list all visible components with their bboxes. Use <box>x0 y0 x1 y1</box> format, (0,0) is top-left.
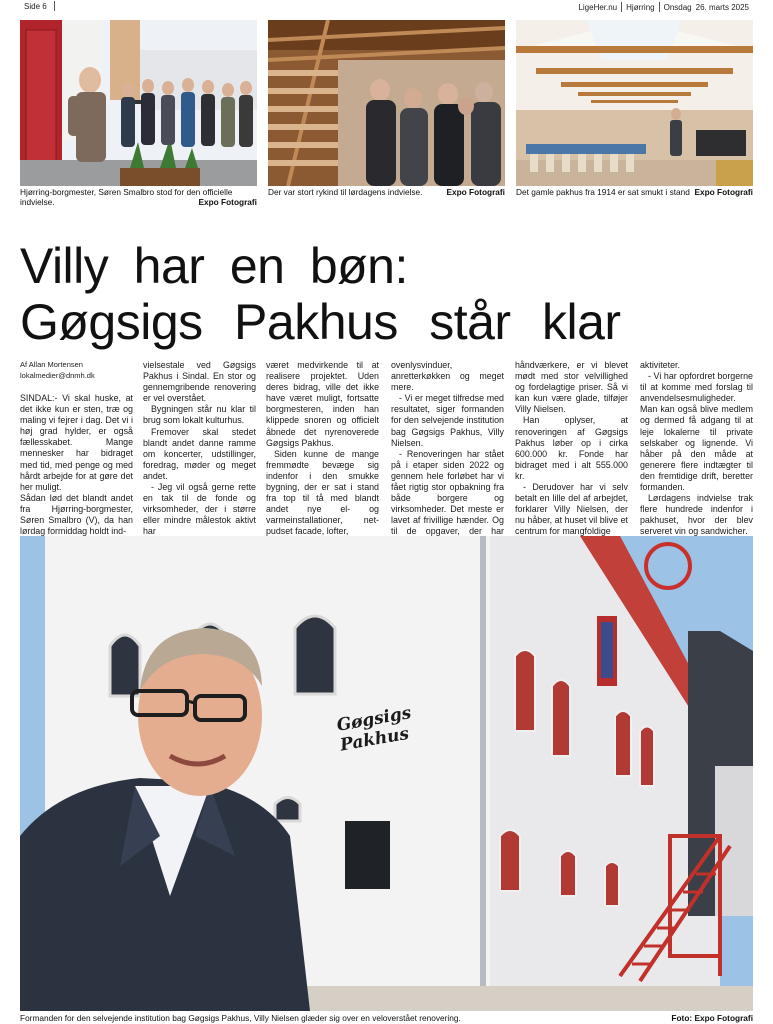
caption-text: Der var stort rykind til lørdagens indvielse. <box>268 187 423 197</box>
photo-credit: Expo Fotografi <box>446 187 505 197</box>
photo-crowd-inside <box>268 20 505 186</box>
paragraph: - Jeg vil også gerne rette en tak til de fonde og virksomheder, der i større eller mindre målestok aktivt har <box>143 482 256 537</box>
article-headline <box>20 238 753 350</box>
paragraph: Fremover skal stedet blandt andet danne ramme om koncerter, udstillinger, foredrag, møder og meget andet. <box>143 426 256 481</box>
header-divider <box>621 2 622 12</box>
main-photo-caption <box>20 1013 753 1023</box>
article-column-6 <box>640 360 753 538</box>
town-name: Hjørring <box>626 2 655 12</box>
paragraph: Bygningen står nu klar til brug som lokalt kulturhus. <box>143 404 256 426</box>
paragraph: Siden kunne de mange fremmødte bevæge sig indenfor i den smukke bygning, der er sat i stand fra top til tå med blandt andet nye el- og varmeinstallationer, net-pudset facade, lofter, <box>266 448 379 537</box>
paragraph: - Vi har opfordret borgerne til at komme med forslag til anvendelsesmuligheder. Man kan også blive medlem og dermed få adgang til at leje lokalerne til private selskaber og lignende. Vi håber på den måde at generere flere indtægter til den fremtidige drift, beretter formanden. <box>640 371 753 493</box>
article-column-2 <box>143 360 256 538</box>
page-header <box>0 0 773 14</box>
author-email: lokalmedier@dnmh.dk <box>20 371 95 380</box>
paragraph: Lørdagens indvielse trak flere hundrede indenfor i pakhuset, hvor der blev serveret vin og sandwicher. <box>640 493 753 537</box>
building-sign: Gøgsigs Pakhus <box>335 703 413 756</box>
photo-credit: Expo Fotografi <box>198 197 257 207</box>
issue-date: 26. marts 2025 <box>695 2 749 12</box>
photo-credit: Foto: Expo Fotografi <box>671 1013 753 1023</box>
caption-text: Hjørring-borgmester, Søren Smalbro stod for den officielle indvielse. <box>20 187 233 207</box>
paragraph: - Renoveringen har stået på i etaper siden 2022 og gennem hele forløbet har vi fået rigtig stor opbakning fra både borgere og virksomheder. Det meste er lavet af frivillige hænder. Og til de opgaver, der har <box>391 448 504 537</box>
article-byline <box>20 359 95 381</box>
photo-crowd-illustration <box>268 20 505 186</box>
caption-photo-1 <box>20 187 257 207</box>
paragraph: Han oplyser, at renoveringen af Gøgsigs Pakhus løber op i cirka 600.000 kr. Fonde har bidraget med i alt 555.000 kr. <box>515 415 628 481</box>
photo-hall-interior <box>516 20 753 186</box>
article-column-1 <box>20 393 133 537</box>
header-divider <box>659 2 660 12</box>
header-divider <box>54 1 55 11</box>
paragraph: håndværkere, er vi blevet mødt med stor velvillighed og fordelagtige priser. Så vi kan kun være glade, tilføjer Villy Nielsen. <box>515 360 628 415</box>
weekday: Onsdag <box>663 2 692 12</box>
photo-credit: Expo Fotografi <box>694 187 753 197</box>
paragraph: - Vi er meget tilfredse med resultatet, siger formanden for den selvejende institution bag Gøgsigs Pakhus, Villy Nielsen. <box>391 393 504 448</box>
article-column-5 <box>515 360 628 538</box>
photo-hall-illustration <box>516 20 753 186</box>
photo-pakhus-illustration <box>20 536 753 1011</box>
caption-text: Det gamle pakhus fra 1914 er sat smukt i stand <box>516 187 690 197</box>
header-meta <box>578 2 749 12</box>
article-column-3 <box>266 360 379 538</box>
caption-text: Formanden for den selvejende institution bag Gøgsigs Pakhus, Villy Nielsen glæder sig over en veloverstået renovering. <box>20 1013 461 1023</box>
page-number: Side 6 <box>24 2 47 11</box>
site-name: LigeHer.nu <box>578 2 618 12</box>
photo-mayor-illustration <box>20 20 257 186</box>
caption-photo-3 <box>516 187 753 197</box>
paragraph: aktiviteter. <box>640 360 680 370</box>
paragraph: vielsestale ved Gøgsigs Pakhus i Sindal. En stor og gennemgribende renovering er vel overstået. <box>143 360 256 404</box>
paragraph: ovenlysvinduer, anretterkøkken og meget mere. <box>391 360 504 393</box>
paragraph: Sådan lød det blandt andet fra Hjørring-borgmester, Søren Smalbro (V), da han lørdag formiddag holdt ind- <box>20 492 133 537</box>
caption-photo-2 <box>268 187 505 197</box>
photo-villy-nielsen-pakhus <box>20 536 753 1011</box>
author-name: Af Allan Mortensen <box>20 360 83 369</box>
headline-line-2: Gøgsigs Pakhus står klar <box>20 294 621 350</box>
paragraph: SINDAL:- Vi skal huske, at det ikke kun er sten, træ og maling vi fejrer i dag. Det vi i høj grad hylder, er også fællesskabet. Mange mennesker har bidraget med tid, med penge og med hårdt arbejde for at gøre det her muligt. <box>20 393 133 492</box>
paragraph: været medvirkende til at realisere projektet. Uden deres bidrag, ville det ikke have været muligt, fortsatte borgmesteren, inden han klippede snoren og officielt åbnede det nyrenoverede Gøgsigs Pakhus. <box>266 360 379 448</box>
photo-mayor-inauguration <box>20 20 257 186</box>
article-column-4 <box>391 360 504 549</box>
paragraph: - Derudover har vi selv betalt en lille del af arbejdet, forklarer Villy Nielsen, der nu håber, at huset vil blive et centrum for mangfoldige <box>515 482 628 537</box>
headline-line-1: Villy har en bøn: <box>20 238 408 294</box>
